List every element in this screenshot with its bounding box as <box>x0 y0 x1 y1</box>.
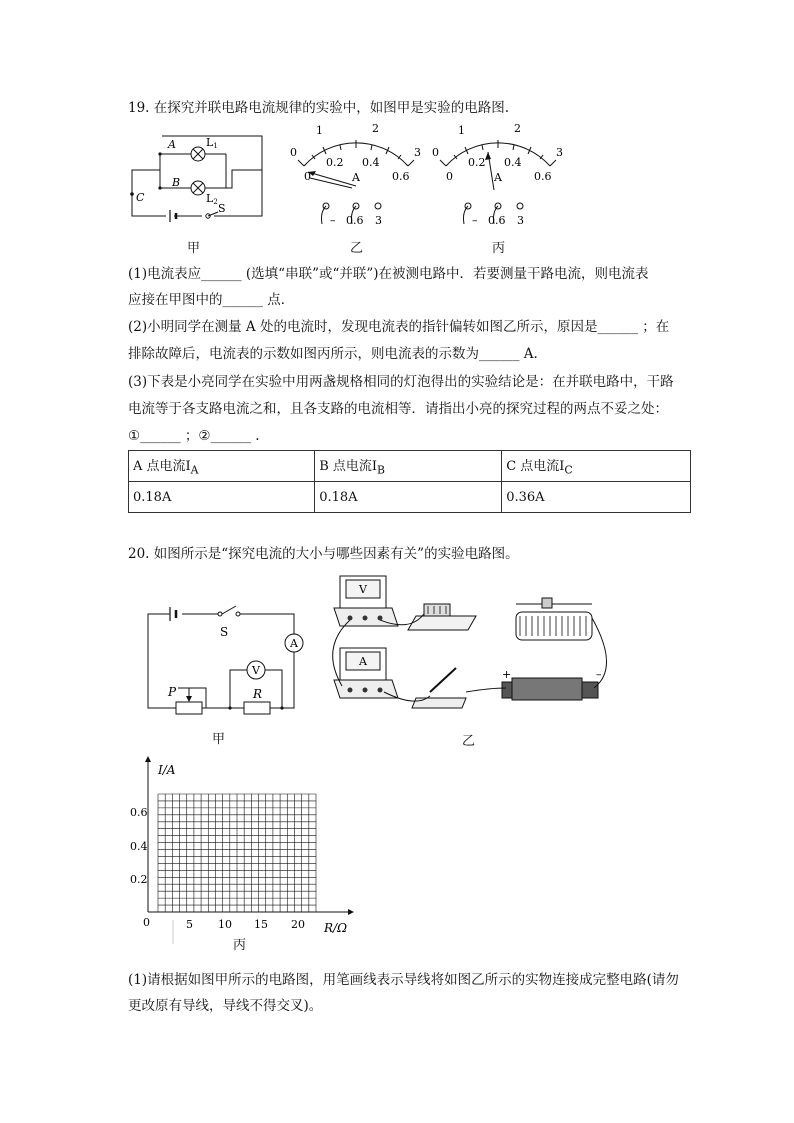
graph-xlabel: R/Ω <box>324 921 348 935</box>
graph-ylabel: I/A <box>158 763 176 777</box>
yi-bottom-tick-1: 0.2 <box>326 156 344 169</box>
yi-top-tick-2: 2 <box>372 122 379 135</box>
q19-data-table <box>128 450 691 513</box>
table-header-b: B 点电流$I_B$ <box>315 451 502 482</box>
q19-title: 19. 在探究并联电路电流规律的实验中，如图甲是实验的电路图. <box>128 100 510 116</box>
table-header-row <box>129 451 691 482</box>
yi-top-tick-0: 0 <box>290 146 297 159</box>
fig-label-jia: 甲 <box>187 241 201 256</box>
bing-bottom-tick-2: 0.4 <box>504 156 522 169</box>
graph-xtick-0: 0 <box>143 916 150 929</box>
yi-bottom-tick-0: 0 <box>304 170 311 183</box>
yi-terminal-minus: – <box>330 214 336 227</box>
q20-label-p: P <box>168 685 177 699</box>
q20-fig-label-yi: 乙 <box>462 734 476 749</box>
q20-meter-a-label: A <box>359 655 367 668</box>
yi-unit: A <box>352 171 360 184</box>
q20-part1-line2: 更改原有导线，导线不得交叉)。 <box>128 998 323 1014</box>
bing-bottom-tick-1: 0.2 <box>468 156 486 169</box>
table-row <box>129 482 691 513</box>
q20-label-r: R <box>253 687 263 701</box>
table-header-c: C 点电流$I_C$ <box>502 451 691 482</box>
graph-xtick-15: 15 <box>254 918 268 931</box>
yi-top-tick-1: 1 <box>316 124 323 137</box>
q20-physical-yi <box>320 568 620 718</box>
q20-part1-line1: (1)请根据如图甲所示的电路图，用笔画线表示导线将如图乙所示的实物连接成完整电路(请勿 <box>128 972 679 988</box>
q20-meter-v-label: V <box>359 583 367 596</box>
bing-terminal-minus: – <box>472 214 478 227</box>
table-cell-c: 0.36A <box>502 482 691 513</box>
bing-terminal-3: 3 <box>517 214 524 227</box>
q19-circuit-jia <box>122 128 272 223</box>
q19-part1-line2: 应接在甲图中的______ 点． <box>128 292 295 308</box>
graph-ytick-02: 0.2 <box>130 873 148 886</box>
yi-top-tick-3: 3 <box>414 146 421 159</box>
q19-part2-line1: (2)小明同学在测量 A 处的电流时，发现电流表的指针偏转如图乙所示，原因是______ ；在 <box>128 319 670 335</box>
yi-terminal-06: 0.6 <box>346 214 364 227</box>
yi-terminal-3: 3 <box>375 214 382 227</box>
q19-part1-line1: (1)电流表应______ (选填“串联”或“并联”)在被测电路中．若要测量干路电流，则电流表 <box>128 266 649 282</box>
label-b: B <box>172 176 181 189</box>
q20-fig-label-bing: 丙 <box>233 938 247 953</box>
graph-xtick-20: 20 <box>291 918 305 931</box>
table-cell-a: 0.18A <box>129 482 315 513</box>
q20-ammeter-symbol: A <box>290 637 298 650</box>
q20-title: 20. 如图所示是“探究电流的大小与哪些因素有关”的实验电路图。 <box>128 546 519 562</box>
yi-bottom-tick-2: 0.4 <box>362 156 380 169</box>
q20-graph-bing <box>128 756 358 946</box>
label-l2: L2 <box>206 192 218 206</box>
q20-label-s: S <box>220 625 229 639</box>
q19-part3-line3: ①______ ；②______ . <box>128 428 260 444</box>
bing-top-tick-3: 3 <box>556 146 563 159</box>
bing-top-tick-1: 1 <box>458 124 465 137</box>
yi-bottom-tick-3: 0.6 <box>392 170 410 183</box>
graph-xtick-10: 10 <box>218 918 232 931</box>
label-s: S <box>218 202 226 215</box>
point-c-dot <box>130 192 134 196</box>
graph-ytick-06: 0.6 <box>130 806 148 819</box>
q19-part3-line1: (3)下表是小亮同学在实验中用两盏规格相同的灯泡得出的实验结论是：在并联电路中，干路 <box>128 374 674 390</box>
bing-bottom-tick-0: 0 <box>446 170 453 183</box>
q19-ammeter-yi <box>286 116 426 231</box>
table-header-a: A 点电流$I_A$ <box>129 451 315 482</box>
q20-fig-label-jia: 甲 <box>212 732 226 747</box>
graph-ytick-04: 0.4 <box>130 840 148 853</box>
q19-part3-line2: 电流等于各支路电流之和，且各支路的电流相等．请指出小亮的探究过程的两点不妥之处： <box>128 401 668 417</box>
q20-circuit-jia <box>140 600 310 720</box>
bing-unit: A <box>494 171 502 184</box>
bing-terminal-06: 0.6 <box>488 214 506 227</box>
fig-label-yi: 乙 <box>350 241 364 256</box>
label-c: C <box>136 191 145 204</box>
table-cell-b: 0.18A <box>315 482 502 513</box>
fig-label-bing: 丙 <box>492 241 506 256</box>
q20-battery-plus: + <box>502 668 512 681</box>
q19-ammeter-bing <box>428 116 568 231</box>
bing-top-tick-0: 0 <box>432 146 439 159</box>
q20-battery-minus: – <box>596 668 602 681</box>
graph-xtick-5: 5 <box>186 918 193 931</box>
q20-voltmeter-symbol: V <box>252 664 260 677</box>
label-a: A <box>168 138 176 151</box>
q19-part2-line2: 排除故障后，电流表的示数如图丙所示，则电流表的示数为______ A. <box>128 346 538 362</box>
bing-top-tick-2: 2 <box>514 122 521 135</box>
label-l1: L1 <box>206 136 218 150</box>
bing-bottom-tick-3: 0.6 <box>534 170 552 183</box>
